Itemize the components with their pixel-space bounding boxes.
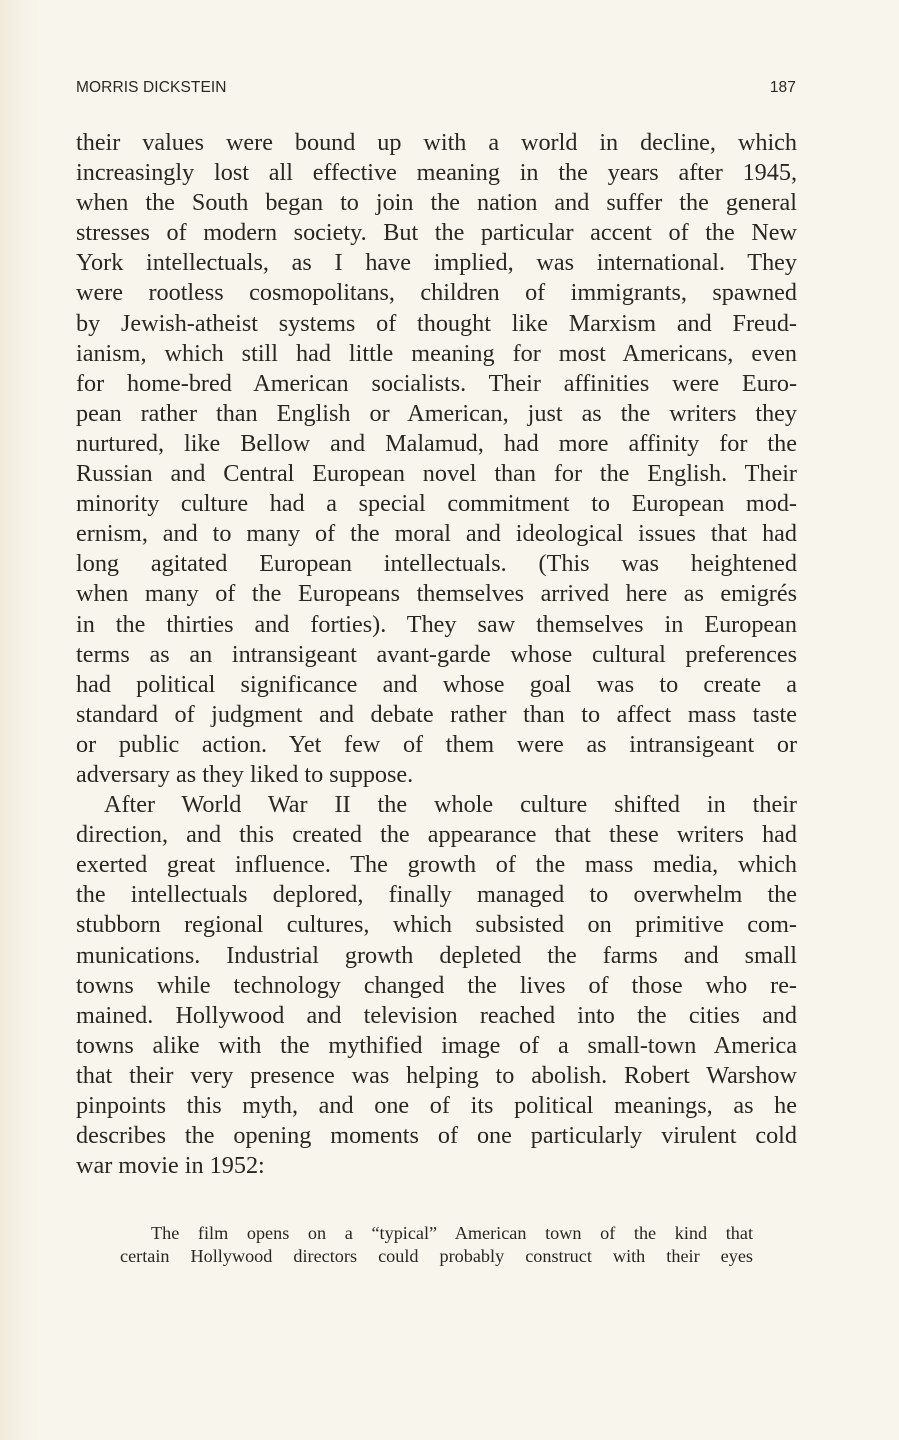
page-number: 187 [769, 79, 796, 96]
text-line: by Jewish-atheist systems of thought like Marxism and Freud- [76, 309, 797, 337]
text-line: pean rather than English or American, just as the writers they [76, 399, 797, 427]
text-line: munications. Industrial growth depleted the farms and small [76, 941, 797, 969]
text-line: direction, and this created the appearance that these writers had [76, 821, 797, 849]
text-line: terms as an intransigeant avant-garde whose cultural preferences [76, 640, 797, 668]
running-head [76, 79, 796, 99]
text-line: increasingly lost all effective meaning in the years after 1945, [76, 159, 797, 187]
quote-line: certain Hollywood directors could probably construct with their eyes [120, 1245, 753, 1266]
text-line: nurtured, like Bellow and Malamud, had more affinity for the [76, 429, 797, 457]
paragraph-1 [76, 128, 797, 790]
text-line: ernism, and to many of the moral and ideological issues that had [76, 520, 797, 548]
text-line: Russian and Central European novel than for the English. Their [76, 460, 797, 488]
text-line: ianism, which still had little meaning for most Americans, even [76, 339, 797, 367]
block-quote [120, 1222, 753, 1267]
text-line: York intellectuals, as I have implied, was international. They [76, 249, 797, 277]
text-line: the intellectuals deplored, finally managed to overwhelm the [76, 881, 797, 909]
text-line: exerted great influence. The growth of the mass media, which [76, 851, 797, 879]
text-line: had political significance and whose goal was to create a [76, 670, 797, 698]
text-line: minority culture had a special commitment to European mod- [76, 490, 797, 518]
text-line: were rootless cosmopolitans, children of immigrants, spawned [76, 279, 797, 307]
paragraph-2 [76, 790, 797, 1181]
text-line: adversary as they liked to suppose. [76, 760, 414, 788]
text-line: towns alike with the mythified image of a small-town America [76, 1031, 797, 1059]
text-line: when the South began to join the nation and suffer the general [76, 189, 797, 217]
text-line: when many of the Europeans themselves arrived here as emigrés [76, 580, 797, 608]
text-line: for home-bred American socialists. Their affinities were Euro- [76, 369, 797, 397]
text-line: long agitated European intellectuals. (This was heightened [76, 550, 797, 578]
text-line: in the thirties and forties). They saw themselves in European [76, 610, 797, 638]
text-line: their values were bound up with a world in decline, which [76, 129, 797, 156]
text-line: stubborn regional cultures, which subsisted on primitive com- [76, 911, 797, 939]
text-line: war movie in 1952: [76, 1152, 265, 1180]
text-line: standard of judgment and debate rather than to affect mass taste [76, 700, 797, 728]
running-head-author: MORRIS DICKSTEIN [76, 79, 227, 96]
quote-line: The film opens on a “typical” American town of the kind that [151, 1223, 753, 1243]
page-edge-shadow [0, 0, 40, 1440]
text-line: mained. Hollywood and television reached into the cities and [76, 1001, 797, 1029]
text-line: pinpoints this myth, and one of its political meanings, as he [76, 1092, 797, 1119]
body-text [76, 128, 797, 1181]
text-line: After World War II the whole culture shifted in their [104, 791, 797, 819]
text-line: towns while technology changed the lives of those who re- [76, 971, 797, 999]
text-line: that their very presence was helping to abolish. Robert Warshow [76, 1061, 797, 1089]
text-line: describes the opening moments of one particularly virulent cold [76, 1122, 797, 1150]
text-line: or public action. Yet few of them were as intransigeant or [76, 730, 797, 758]
text-line: stresses of modern society. But the particular accent of the New [76, 219, 797, 247]
